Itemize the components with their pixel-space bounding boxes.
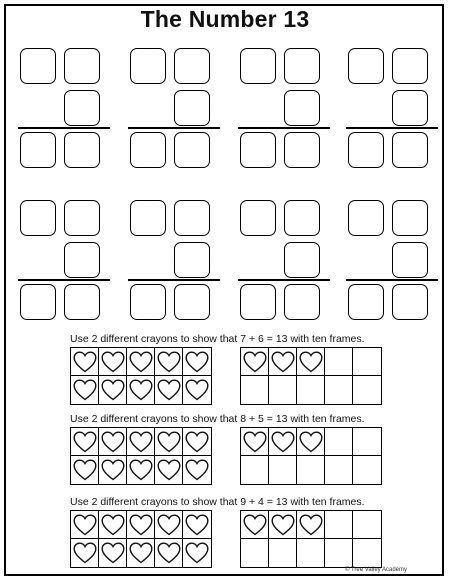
ten-frame-right [240,510,382,568]
ten-frame-cell[interactable] [353,539,381,567]
sum-line [238,127,330,129]
top-ones-digit [174,200,210,236]
ten-frame-cell[interactable] [99,539,127,567]
ten-frame-cell[interactable] [183,376,211,404]
instruction-text: Use 2 different crayons to show that 8 + 5 = 13 with ten frames. [70,413,365,425]
ten-frame-cell[interactable] [127,456,155,484]
top-ones-digit [174,48,210,84]
ten-frame-left [70,427,212,485]
answer-tens-box[interactable] [348,132,384,168]
page-title: The Number 13 [140,6,310,32]
answer-ones-box[interactable] [174,284,210,320]
ten-frame-right [240,427,382,485]
top-ones-digit [392,48,428,84]
ten-frame-cell[interactable] [297,539,325,567]
ten-frame-cell[interactable] [297,456,325,484]
ten-frame-cell[interactable] [71,511,99,539]
ten-frame-cell[interactable] [71,539,99,567]
bottom-ones-digit [284,242,320,278]
ten-frame-cell[interactable] [183,539,211,567]
top-ones-digit [284,200,320,236]
ten-frame-cell[interactable] [241,376,269,404]
ten-frame-left [70,347,212,405]
ten-frame-cell[interactable] [353,511,381,539]
sum-line [18,127,110,129]
ten-frame-cell[interactable] [127,428,155,456]
sum-line [128,127,220,129]
ten-frame-cell[interactable] [71,376,99,404]
answer-ones-box[interactable] [392,284,428,320]
answer-tens-box[interactable] [20,132,56,168]
top-ones-digit [64,200,100,236]
ten-frame-cell[interactable] [325,539,353,567]
sum-line [18,279,110,281]
bottom-ones-digit [392,90,428,126]
ten-frame-cell[interactable] [155,511,183,539]
ten-frame-cell[interactable] [325,428,353,456]
bottom-ones-digit [64,90,100,126]
problem-8 [346,188,438,316]
answer-ones-box[interactable] [64,284,100,320]
answer-tens-box[interactable] [130,132,166,168]
ten-frame-cell[interactable] [297,348,325,376]
ten-frame-cell[interactable] [269,348,297,376]
problem-3 [238,36,330,164]
answer-ones-box[interactable] [174,132,210,168]
ten-frame-cell[interactable] [99,376,127,404]
top-tens-digit [240,48,276,84]
bottom-ones-digit [64,242,100,278]
answer-tens-box[interactable] [20,284,56,320]
top-tens-digit [348,48,384,84]
answer-tens-box[interactable] [130,284,166,320]
ten-frame-cell[interactable] [183,428,211,456]
ten-frame-cell[interactable] [241,456,269,484]
ten-frame-cell[interactable] [297,511,325,539]
ten-frame-cell[interactable] [269,456,297,484]
ten-frame-cell[interactable] [269,539,297,567]
ten-frame-cell[interactable] [127,511,155,539]
instruction-text: Use 2 different crayons to show that 7 + 6 = 13 with ten frames. [70,333,365,345]
ten-frame-cell[interactable] [155,348,183,376]
ten-frame-right [240,347,382,405]
answer-ones-box[interactable] [64,132,100,168]
ten-frame-cell[interactable] [325,456,353,484]
ten-frame-cell[interactable] [99,428,127,456]
ten-frame-cell[interactable] [183,348,211,376]
ten-frame-cell[interactable] [269,511,297,539]
problem-6 [128,188,220,316]
ten-frame-cell[interactable] [127,348,155,376]
top-tens-digit [240,200,276,236]
ten-frame-cell[interactable] [269,428,297,456]
top-tens-digit [20,48,56,84]
ten-frame-cell[interactable] [325,348,353,376]
problem-5 [18,188,110,316]
answer-tens-box[interactable] [240,132,276,168]
top-tens-digit [130,48,166,84]
top-tens-digit [20,200,56,236]
ten-frame-cell[interactable] [71,456,99,484]
ten-frame-cell[interactable] [155,539,183,567]
top-ones-digit [64,48,100,84]
ten-frame-cell[interactable] [183,511,211,539]
ten-frame-cell[interactable] [325,511,353,539]
ten-frame-cell[interactable] [297,376,325,404]
ten-frame-cell[interactable] [127,539,155,567]
ten-frame-left [70,510,212,568]
ten-frame-cell[interactable] [353,428,381,456]
top-tens-digit [348,200,384,236]
top-tens-digit [130,200,166,236]
top-ones-digit [392,200,428,236]
ten-frame-cell[interactable] [353,376,381,404]
instruction-text: Use 2 different crayons to show that 9 + 4 = 13 with ten frames. [70,496,365,508]
sum-line [238,279,330,281]
ten-frame-cell[interactable] [71,348,99,376]
ten-frame-cell[interactable] [241,348,269,376]
ten-frame-cell[interactable] [71,428,99,456]
ten-frame-cell[interactable] [155,376,183,404]
problem-7 [238,188,330,316]
ten-frame-cell[interactable] [241,539,269,567]
answer-tens-box[interactable] [348,284,384,320]
ten-frame-cell[interactable] [353,348,381,376]
ten-frame-cell[interactable] [297,428,325,456]
bottom-ones-digit [392,242,428,278]
ten-frame-cell[interactable] [269,376,297,404]
problem-1 [18,36,110,164]
ten-frame-cell[interactable] [127,376,155,404]
answer-ones-box[interactable] [392,132,428,168]
sum-line [346,279,438,281]
ten-frame-cell[interactable] [99,456,127,484]
ten-frame-cell[interactable] [325,376,353,404]
ten-frame-cell[interactable] [183,456,211,484]
answer-ones-box[interactable] [284,284,320,320]
ten-frame-cell[interactable] [155,428,183,456]
problem-4 [346,36,438,164]
top-ones-digit [284,48,320,84]
ten-frame-cell[interactable] [99,348,127,376]
answer-tens-box[interactable] [240,284,276,320]
bottom-ones-digit [174,90,210,126]
sum-line [346,127,438,129]
sum-line [128,279,220,281]
ten-frame-cell[interactable] [241,511,269,539]
answer-ones-box[interactable] [284,132,320,168]
bottom-ones-digit [174,242,210,278]
ten-frame-cell[interactable] [241,428,269,456]
problem-2 [128,36,220,164]
footer-credit: © Tree Valley Academy [345,567,408,573]
ten-frame-cell[interactable] [155,456,183,484]
bottom-ones-digit [284,90,320,126]
ten-frame-cell[interactable] [353,456,381,484]
ten-frame-cell[interactable] [99,511,127,539]
